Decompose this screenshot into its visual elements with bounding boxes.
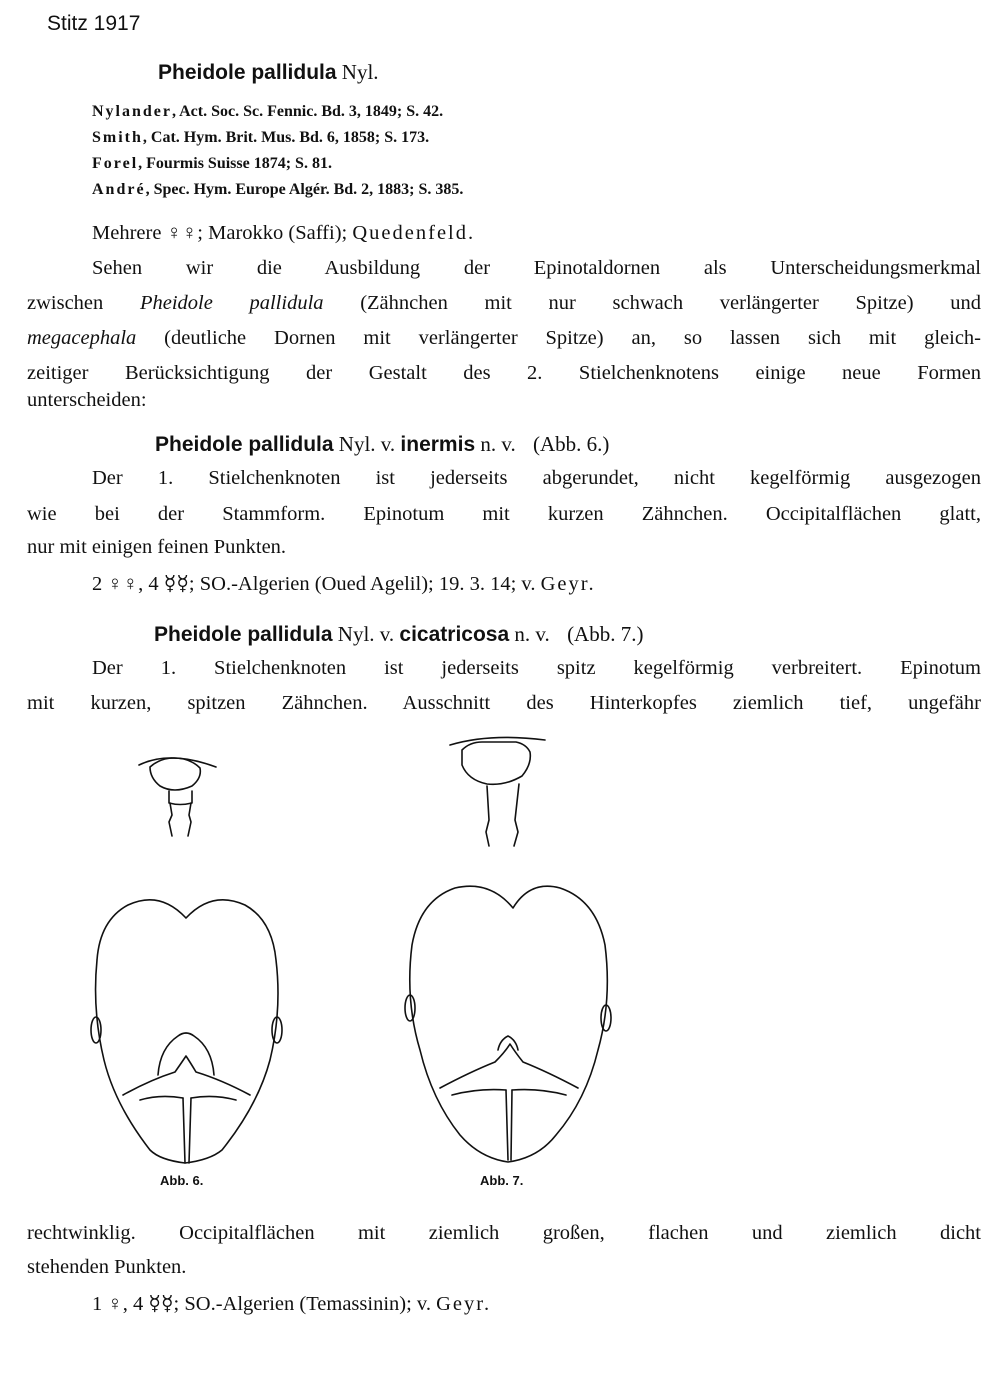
variety-name: inermis [400,433,476,456]
record-text: Mehrere ♀♀; Marokko (Saffi); [92,222,353,244]
text-span: (deutliche Dornen mit verlängerter Spitze) an, so lassen sich mit gleich- [136,327,981,349]
italic-species: Pheidole pallidula [139,292,324,314]
paragraph-line: nur mit einigen feinen Punkten. [27,536,287,558]
text-span: (Zähnchen mit nur schwach verlängerter Spitze) und [323,292,981,314]
species-name: Pheidole pallidula [158,61,337,84]
reference-author: André [92,181,146,198]
paragraph-line: unterscheiden: [27,389,147,411]
record-collector: Quedenfeld. [352,222,476,244]
figure-6-head-drawing [91,900,282,1163]
paragraph-line: Sehen wir die Ausbildung der Epinotaldornen als Unterscheidungsmerkmal [92,257,981,279]
italic-species: megacephala [27,327,137,349]
variety-name: cicatricosa [399,623,510,646]
text-span: zwischen [27,292,140,314]
variety-species-name: Pheidole pallidula [154,623,333,646]
paragraph-line: zeitiger Berücksichtigung der Gestalt des 2. Stielchenknotens einige neue Formen [27,362,981,384]
paragraph-line: rechtwinklig. Occipitalflächen mit ziemlich großen, flachen und ziemlich dicht [27,1222,981,1244]
reference-author: Smith [92,129,143,146]
reference-text: , Act. Soc. Sc. Fennic. Bd. 3, 1849; S. 42. [172,103,444,120]
figure-caption: Abb. 7. [480,1173,524,1188]
figure-7-head-drawing [405,886,611,1162]
reference-author: Forel [92,155,139,172]
figure-ref: (Abb. 6.) [533,432,610,456]
page-header-label: Stitz 1917 [47,12,141,35]
variety-author: Nyl. v. [338,432,396,456]
variety-nv: n. v. [514,622,550,646]
figure-ref: (Abb. 7.) [567,622,644,646]
reference-text: , Spec. Hym. Europe Algér. Bd. 2, 1883; S. 385. [145,181,464,198]
record-line [92,1291,491,1316]
figure-caption: Abb. 6. [160,1173,204,1188]
figure-7-petiole-drawing [450,737,545,846]
variety-species-name: Pheidole pallidula [155,433,334,456]
figure-6-petiole-drawing [139,758,216,836]
record-collector: Geyr. [540,573,596,595]
paragraph-line: Der 1. Stielchenknoten ist jederseits abgerundet, nicht kegelförmig ausgezogen [92,467,981,489]
paragraph-line: wie bei der Stammform. Epinotum mit kurzen Zähnchen. Occipitalflächen glatt, [27,503,981,525]
species-author: Nyl. [341,60,379,84]
variety-nv: n. v. [480,432,516,456]
paragraph-line: Der 1. Stielchenknoten ist jederseits spitz kegelförmig verbreitert. Epinotum [92,657,981,679]
paragraph-line: mit kurzen, spitzen Zähnchen. Ausschnitt des Hinterkopfes ziemlich tief, ungefähr [27,692,981,714]
record-text: 1 ♀, 4 ☿☿; SO.-Algerien (Temassinin); v. [92,1293,437,1315]
reference-text: , Fourmis Suisse 1874; S. 81. [138,155,332,172]
reference-text: , Cat. Hym. Brit. Mus. Bd. 6, 1858; S. 173. [142,129,430,146]
variety-author: Nyl. v. [337,622,395,646]
paragraph-line: stehenden Punkten. [27,1256,187,1278]
record-collector: Geyr. [436,1293,492,1315]
reference-author: Nylander [92,103,172,120]
record-text: 2 ♀♀, 4 ☿☿; SO.-Algerien (Oued Agelil); 19. 3. 14; v. [92,573,541,595]
